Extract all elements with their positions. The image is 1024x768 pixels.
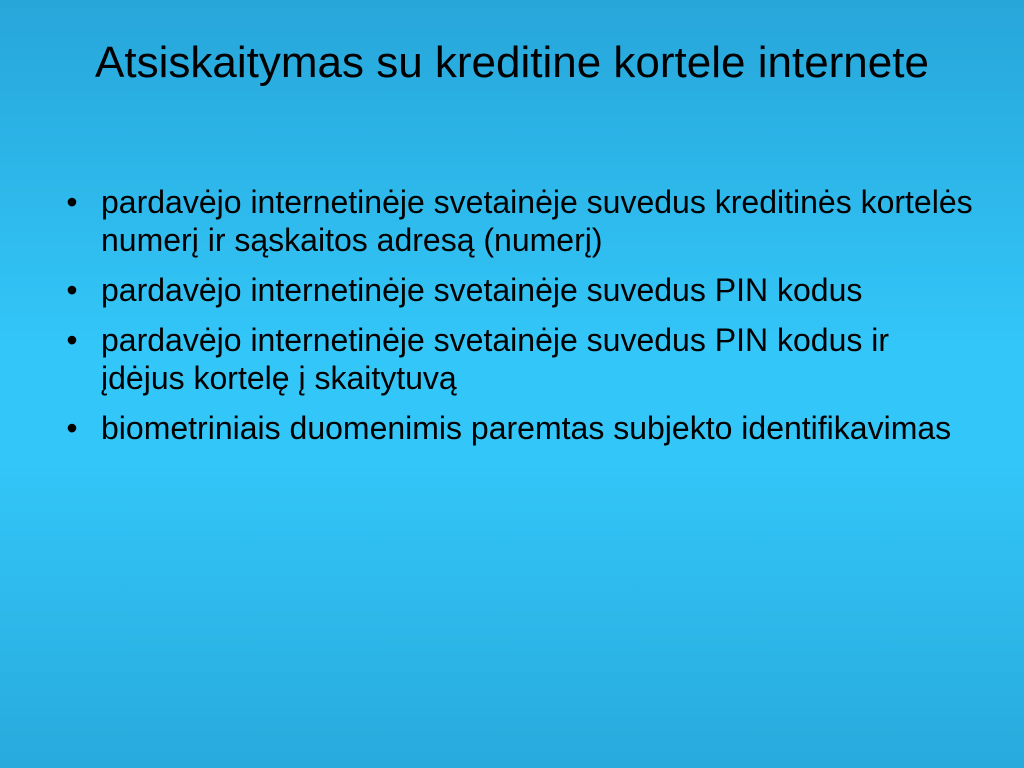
slide-title: Atsiskaitymas su kreditine kortele internete [95,38,929,87]
bullet-list [60,183,980,459]
bullet-icon: • [66,272,78,308]
list-item-text: pardavėjo internetinėje svetainėje suvedus PIN kodus [101,272,863,308]
list-item [60,321,980,397]
list-item [60,183,980,259]
list-item-text: pardavėjo internetinėje svetainėje suvedus kreditinės kortelės numerį ir sąskaitos adresą (numerį) [101,184,973,258]
list-item [60,271,980,309]
bullet-icon: • [66,322,78,358]
bullet-icon: • [66,410,78,446]
bullet-icon: • [66,184,78,220]
list-item-text: biometriniais duomenimis paremtas subjekto identifikavimas [101,410,952,446]
list-item [60,409,980,447]
list-item-text: pardavėjo internetinėje svetainėje suvedus PIN kodus ir įdėjus kortelę į skaitytuvą [101,322,890,396]
